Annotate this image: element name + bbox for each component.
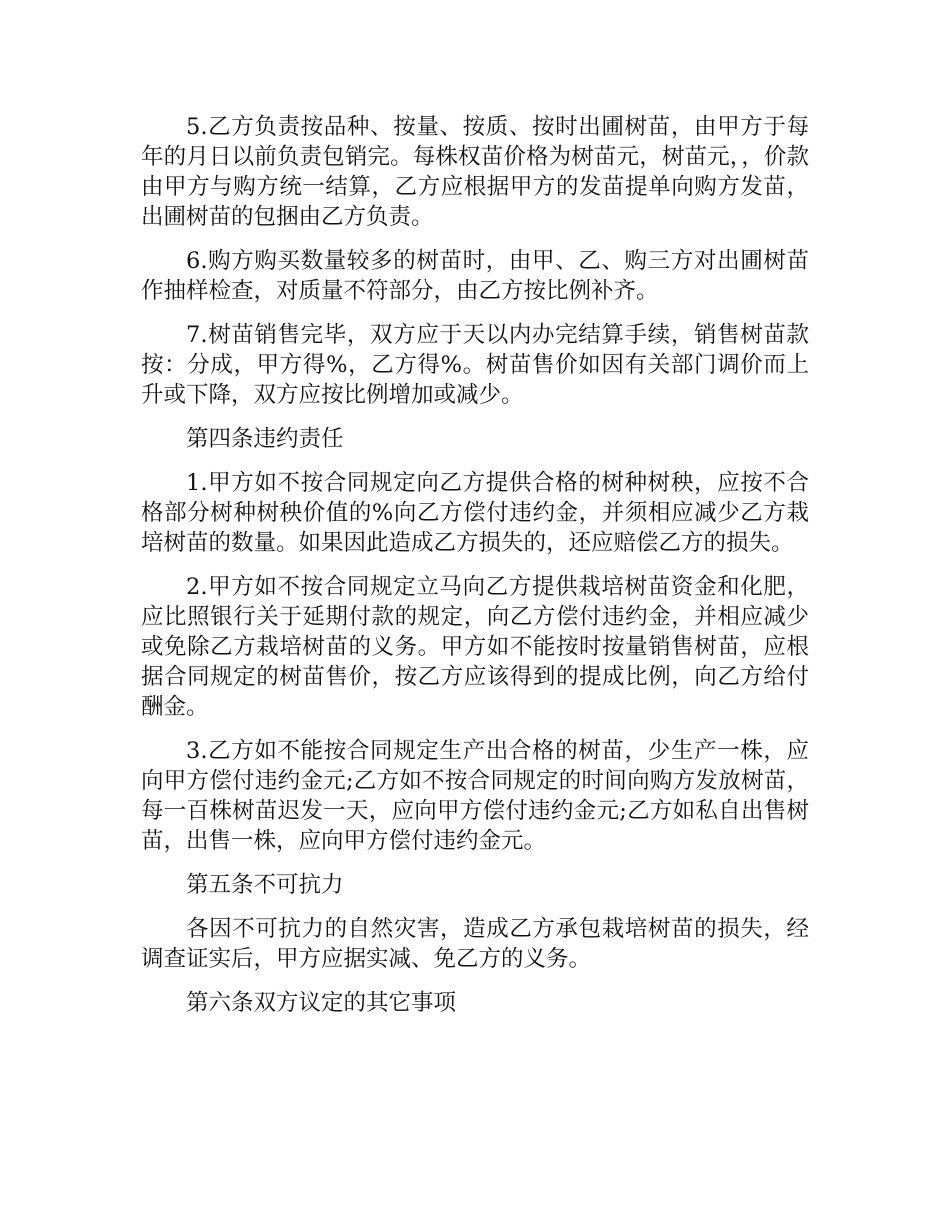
document-page [141,112,809,1032]
breach-clause-3-paragraph: 3.乙方如不能按合同规定生产出合格的树苗，少生产一株，应向甲方偿付违约金元;乙方如不按合同规定的时间向购方发放树苗，每一百株树苗迟发一天，应向甲方偿付违约金元;乙方如私自出售树苗，出售一株，应向甲方偿付违约金元。 [141,738,809,854]
force-majeure-paragraph: 各因不可抗力的自然灾害，造成乙方承包栽培树苗的损失，经调查证实后，甲方应据实减、免乙方的义务。 [141,916,809,972]
clause-7-paragraph: 7.树苗销售完毕，双方应于天以内办完结算手续，销售树苗款按：分成，甲方得%，乙方得%。树苗售价如因有关部门调价而上升或下降，双方应按比例增加或减少。 [141,322,809,408]
clause-5-paragraph: 5.乙方负责按品种、按量、按质、按时出圃树苗，由甲方于每年的月日以前负责包销完。每株权苗价格为树苗元，树苗元，，价款由甲方与购方统一结算，乙方应根据甲方的发苗提单向购方发苗，出圃树苗的包捆由乙方负责。 [141,114,809,230]
article-6-heading: 第六条双方议定的其它事项 [186,990,457,1016]
clause-6-paragraph: 6.购方购买数量较多的树苗时，由甲、乙、购三方对出圃树苗作抽样检查，对质量不符部分，由乙方按比例补齐。 [141,248,809,304]
breach-clause-1-paragraph: 1.甲方如不按合同规定向乙方提供合格的树种树秧，应按不合格部分树种树秧价值的%向乙方偿付违约金，并须相应减少乙方栽培树苗的数量。如果因此造成乙方损失的，还应赔偿乙方的损失。 [141,470,809,556]
article-5-heading: 第五条不可抗力 [186,872,344,898]
breach-clause-2-paragraph: 2.甲方如不按合同规定立马向乙方提供栽培树苗资金和化肥，应比照银行关于延期付款的规定，向乙方偿付违约金，并相应减少或免除乙方栽培树苗的义务。甲方如不能按时按量销售树苗，应根据合同规定的树苗售价，按乙方应该得到的提成比例，向乙方给付酬金。 [141,574,809,720]
article-4-heading: 第四条违约责任 [186,426,344,452]
